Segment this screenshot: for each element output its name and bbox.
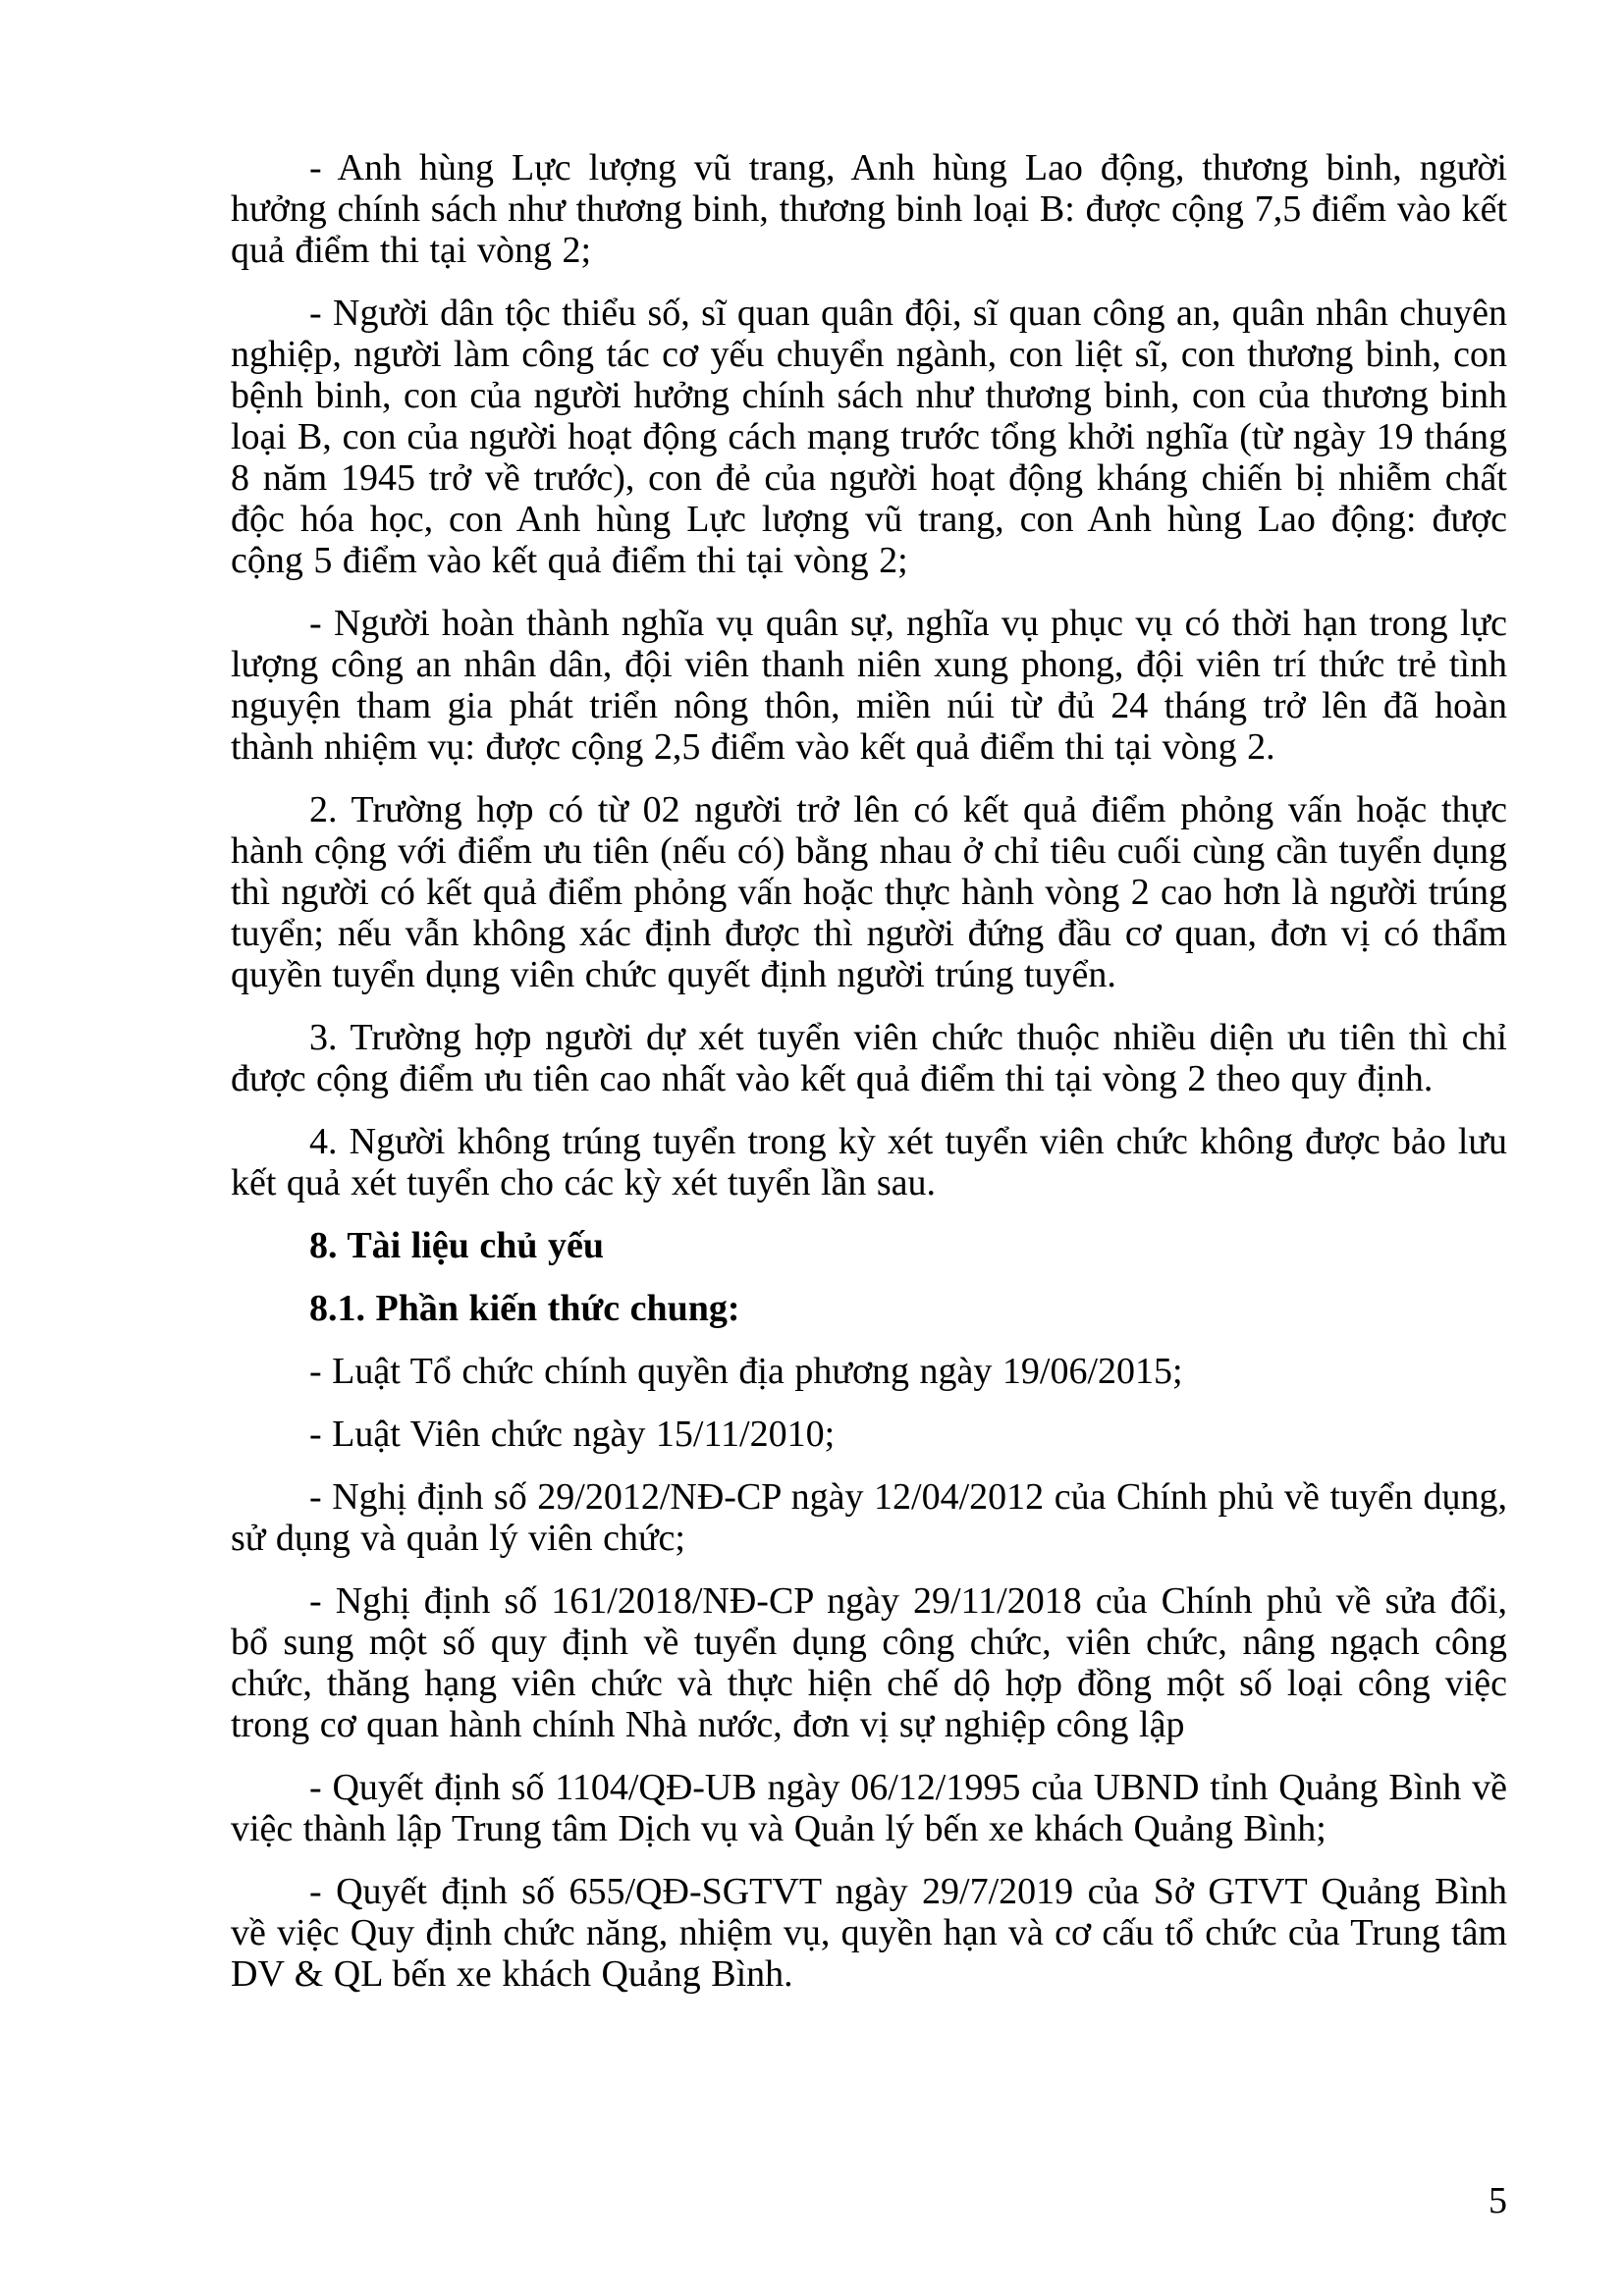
paragraph: - Người hoàn thành nghĩa vụ quân sự, nghĩa vụ phục vụ có thời hạn trong lực lượng công an nhân dân, đội viên thanh niên xung phong, đội viên trí thức trẻ tình nguyện tham gia phát triển nông thôn, miền núi từ đủ 24 tháng trở lên đã hoàn thành nhiệm vụ: được cộng 2,5 điểm vào kết quả điểm thi tại vòng 2. — [231, 603, 1507, 768]
paragraph: - Nghị định số 161/2018/NĐ-CP ngày 29/11/2018 của Chính phủ về sửa đổi, bổ sung một số quy định về tuyển dụng công chức, viên chức, nâng ngạch công chức, thăng hạng viên chức và thực hiện chế dộ hợp đồng một số loại công việc trong cơ quan hành chính Nhà nước, đơn vị sự nghiệp công lập — [231, 1580, 1507, 1745]
paragraph: 4. Người không trúng tuyển trong kỳ xét tuyển viên chức không được bảo lưu kết quả xét tuyển cho các kỳ xét tuyển lần sau. — [231, 1121, 1507, 1203]
paragraph: - Người dân tộc thiểu số, sĩ quan quân đội, sĩ quan công an, quân nhân chuyên nghiệp, người làm công tác cơ yếu chuyển ngành, con liệt sĩ, con thương binh, con bệnh binh, con của người hưởng chính sách như thương binh, con của thương binh loại B, con của người hoạt động cách mạng trước tổng khởi nghĩa (từ ngày 19 tháng 8 năm 1945 trở về trước), con đẻ của người hoạt động kháng chiến bị nhiễm chất độc hóa học, con Anh hùng Lực lượng vũ trang, con Anh hùng Lao động: được cộng 5 điểm vào kết quả điểm thi tại vòng 2; — [231, 293, 1507, 581]
paragraph: - Quyết định số 655/QĐ-SGTVT ngày 29/7/2019 của Sở GTVT Quảng Bình về việc Quy định chức năng, nhiệm vụ, quyền hạn và cơ cấu tổ chức của Trung tâm DV & QL bến xe khách Quảng Bình. — [231, 1871, 1507, 1995]
paragraph: - Anh hùng Lực lượng vũ trang, Anh hùng Lao động, thương binh, người hưởng chính sách như thương binh, thương binh loại B: được cộng 7,5 điểm vào kết quả điểm thi tại vòng 2; — [231, 147, 1507, 271]
paragraph: 2. Trường hợp có từ 02 người trở lên có kết quả điểm phỏng vấn hoặc thực hành cộng với điểm ưu tiên (nếu có) bằng nhau ở chỉ tiêu cuối cùng cần tuyển dụng thì người có kết quả điểm phỏng vấn hoặc thực hành vòng 2 cao hơn là người trúng tuyển; nếu vẫn không xác định được thì người đứng đầu cơ quan, đơn vị có thẩm quyền tuyển dụng viên chức quyết định người trúng tuyển. — [231, 789, 1507, 995]
document-content — [231, 147, 1507, 2016]
page-number: 5 — [1489, 2180, 1507, 2221]
paragraph: - Luật Tổ chức chính quyền địa phương ngày 19/06/2015; — [309, 1351, 1183, 1392]
paragraph: - Quyết định số 1104/QĐ-UB ngày 06/12/1995 của UBND tỉnh Quảng Bình về việc thành lập Trung tâm Dịch vụ và Quản lý bến xe khách Quảng Bình; — [231, 1767, 1507, 1849]
section-heading: 8.1. Phần kiến thức chung: — [309, 1288, 740, 1329]
paragraph: 3. Trường hợp người dự xét tuyển viên chức thuộc nhiều diện ưu tiên thì chỉ được cộng điểm ưu tiên cao nhất vào kết quả điểm thi tại vòng 2 theo quy định. — [231, 1017, 1507, 1099]
section-heading: 8. Tài liệu chủ yếu — [309, 1225, 604, 1266]
paragraph: - Luật Viên chức ngày 15/11/2010; — [309, 1414, 836, 1455]
paragraph: - Nghị định số 29/2012/NĐ-CP ngày 12/04/2012 của Chính phủ về tuyển dụng, sử dụng và quản lý viên chức; — [231, 1476, 1507, 1559]
